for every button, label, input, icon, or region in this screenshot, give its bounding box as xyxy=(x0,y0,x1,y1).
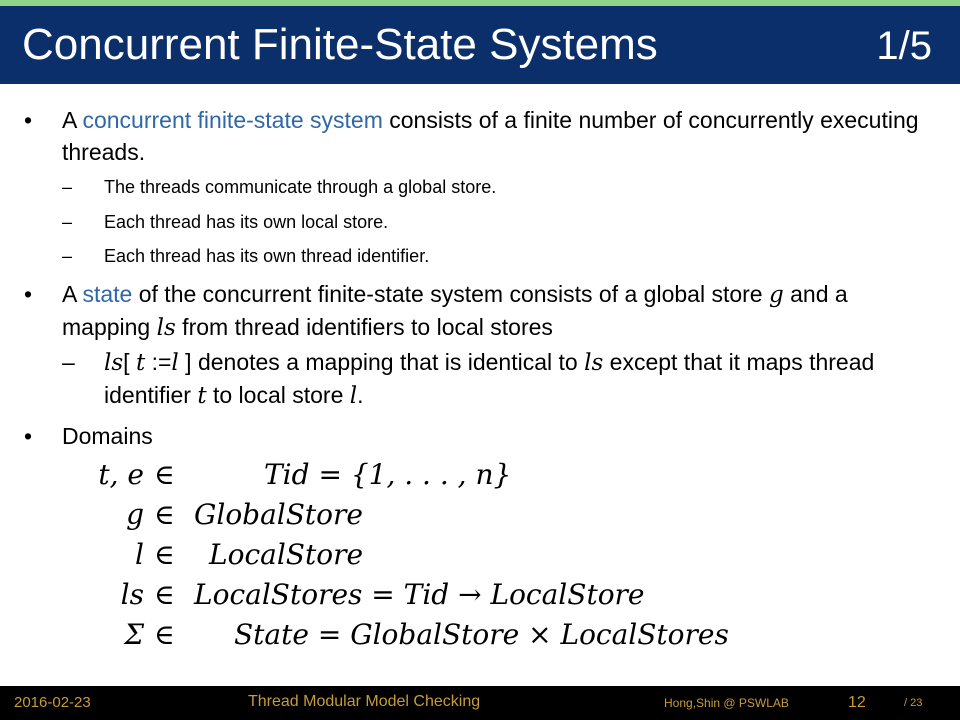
highlight-term: state xyxy=(82,281,133,307)
element-of-symbol: ∈ xyxy=(154,538,175,571)
equation-lhs: ls xyxy=(120,578,144,611)
sub-bullet-marker: – xyxy=(62,246,73,266)
equation-rhs: LocalStore xyxy=(209,538,364,571)
text-run: A xyxy=(62,107,83,133)
text-run: of the concurrent finite-state system consists of a global store xyxy=(132,281,769,307)
text-run: to local store xyxy=(206,382,350,408)
footer-page-total: / 23 xyxy=(904,697,923,709)
math-var: t xyxy=(197,383,207,409)
sub-bullet-text: Each thread has its own local store. xyxy=(104,212,389,232)
text-run: [ xyxy=(123,349,136,375)
bullet-text xyxy=(62,278,942,344)
equation-lhs: l xyxy=(135,538,144,571)
element-of-symbol: ∈ xyxy=(154,498,175,531)
highlight-term: concurrent finite-state system xyxy=(82,107,383,133)
bullet-marker: • xyxy=(24,107,33,133)
slide-title: Concurrent Finite-State Systems xyxy=(22,20,658,69)
math-var: ls xyxy=(584,350,604,376)
sub-bullet-text: Each thread has its own thread identifier. xyxy=(104,246,430,266)
text-run: ] denotes a mapping that is identical to xyxy=(178,349,585,375)
text-run: A xyxy=(62,281,83,307)
element-of-symbol: ∈ xyxy=(154,618,175,651)
text-run: := xyxy=(145,349,172,375)
math-var: ls xyxy=(156,315,176,341)
element-of-symbol: ∈ xyxy=(154,578,175,611)
math-var: ls xyxy=(104,350,124,376)
equation-rhs: LocalStores = Tid → LocalStore xyxy=(194,578,645,611)
text-run: and a mapping xyxy=(62,281,848,340)
math-var: l xyxy=(171,350,179,376)
bullet-text xyxy=(62,104,942,168)
bullet-text: Domains xyxy=(62,423,153,449)
sub-bullet-text: The threads communicate through a global store. xyxy=(104,177,497,197)
sub-bullet-marker: – xyxy=(62,177,73,197)
math-var: t xyxy=(135,350,146,376)
text-run: from thread identifiers to local stores xyxy=(175,314,553,340)
sub-bullet-marker: – xyxy=(62,212,73,232)
bullet-marker: • xyxy=(24,423,33,449)
text-run: except that it maps thread identifier xyxy=(104,349,875,408)
slide-part-label: 1/5 xyxy=(876,24,932,68)
sub-bullet-text xyxy=(104,346,944,412)
equation-lhs: t, e xyxy=(98,458,144,491)
title-bar xyxy=(0,6,960,84)
sub-bullet-marker: – xyxy=(62,349,75,375)
equation-rhs: GlobalStore xyxy=(194,498,363,531)
equation-rhs: State = GlobalStore × LocalStores xyxy=(234,618,729,651)
footer-page-number: 12 xyxy=(848,694,866,711)
footer-date: 2016-02-23 xyxy=(14,694,91,711)
text-run: consists of a finite number of concurrently executing threads. xyxy=(62,107,919,165)
equation-lhs: Σ xyxy=(124,618,144,651)
math-var: l xyxy=(349,383,358,409)
math-var: g xyxy=(768,282,784,308)
footer-author: Hong,Shin @ PSWLAB xyxy=(664,696,789,710)
footer-title: Thread Modular Model Checking xyxy=(248,693,481,710)
bullet-marker: • xyxy=(24,281,33,307)
equation-lhs: g xyxy=(126,498,144,531)
text-run: . xyxy=(357,382,364,408)
element-of-symbol: ∈ xyxy=(154,458,175,491)
equation-rhs: Tid = {1, . . . , n} xyxy=(264,458,512,491)
slide-footer xyxy=(0,686,960,720)
